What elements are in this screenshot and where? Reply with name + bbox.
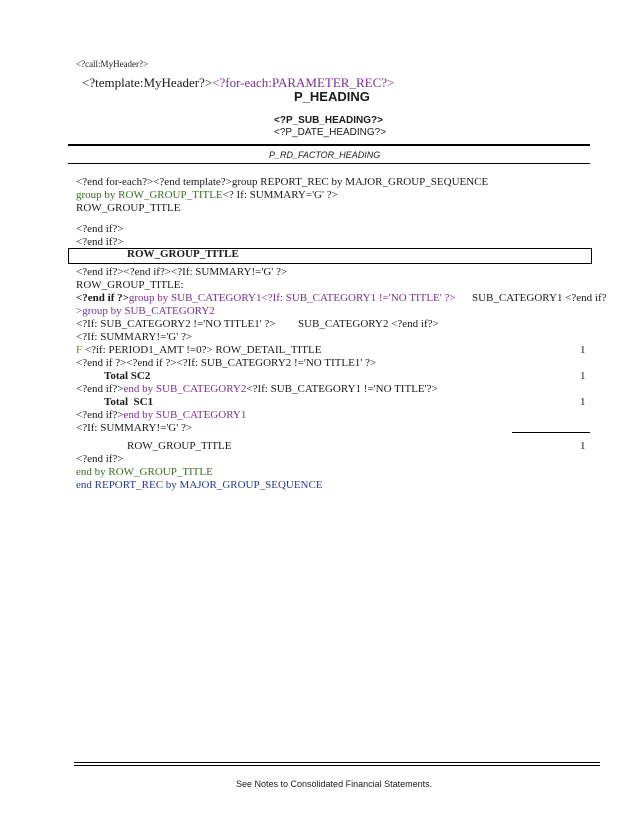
factor-divider bbox=[68, 163, 590, 164]
end-if-5: <?end if?> bbox=[76, 453, 124, 465]
row-group-title-box bbox=[68, 248, 592, 264]
line-group-sub-category1 bbox=[76, 292, 456, 304]
footer-note: See Notes to Consolidated Financial Statements. bbox=[236, 779, 433, 789]
heading-divider bbox=[68, 144, 590, 146]
total-sc1-amount: 1 bbox=[580, 396, 586, 408]
call-header-tag: <?call:MyHeader?> bbox=[76, 59, 149, 69]
end-if-3: <?end if?> bbox=[76, 383, 124, 395]
if-summary-not-g: <?If: SUMMARY!='G' ?> bbox=[76, 331, 193, 343]
end-by-row-group-title: end by ROW_GROUP_TITLE bbox=[76, 466, 213, 478]
row-group-title-colon: ROW_GROUP_TITLE: bbox=[76, 279, 184, 291]
group-by-sub-category2: >group by SUB_CATEGORY2 bbox=[76, 305, 215, 317]
page-heading: P_HEADING bbox=[294, 89, 370, 104]
row-detail-amount: 1 bbox=[580, 344, 586, 356]
row-group-title-text: ROW_GROUP_TITLE bbox=[76, 202, 181, 214]
line-end-by-sub-category1 bbox=[76, 409, 246, 421]
group-by-sub-category1: group by SUB_CATEGORY1<?If: SUB_CATEGORY1 !='NO TITLE' ?> bbox=[128, 292, 456, 304]
line-group-by-row bbox=[76, 189, 338, 201]
total-sc1-label: Total SC1 bbox=[104, 396, 154, 408]
line-end-if-sub-category2: <?end if ?><?end if ?><?If: SUB_CATEGORY2 !='NO TITLE1' ?> bbox=[76, 357, 377, 369]
total-underline bbox=[512, 432, 590, 433]
if-sub-category1: <?If: SUB_CATEGORY1 !='NO TITLE'?> bbox=[246, 383, 438, 395]
sub-category2-field: SUB_CATEGORY2 <?end if?> bbox=[298, 318, 439, 330]
if-summary-g: <? If: SUMMARY='G' ?> bbox=[222, 189, 338, 201]
sub-category1-field: SUB_CATEGORY1 <?end if? bbox=[472, 292, 607, 304]
end-by-sub-category2: end by SUB_CATEGORY2 bbox=[123, 383, 247, 395]
end-report-rec: end REPORT_REC by MAJOR_GROUP_SEQUENCE bbox=[76, 479, 323, 491]
factor-heading: P_RD_FACTOR_HEADING bbox=[269, 150, 381, 160]
row-group-title-box-label: ROW_GROUP_TITLE bbox=[127, 248, 239, 260]
if-period1-amt: <?if: PERIOD1_AMT !=0?> ROW_DETAIL_TITLE bbox=[82, 344, 322, 356]
date-heading: <?P_DATE_HEADING?> bbox=[274, 127, 387, 138]
line-end-by-sub-category2 bbox=[76, 383, 438, 395]
template-tag: <?template:MyHeader?> bbox=[82, 75, 213, 90]
row-group-title-total: ROW_GROUP_TITLE bbox=[127, 440, 232, 452]
footer-rule-top bbox=[74, 762, 600, 763]
line-row-detail bbox=[76, 344, 321, 356]
if-summary-not-g-2: <?If: SUMMARY!='G' ?> bbox=[76, 422, 193, 434]
sub-heading: <?P_SUB_HEADING?> bbox=[274, 115, 383, 126]
total-sc2-label: Total SC2 bbox=[104, 370, 151, 382]
line-end-foreach: <?end for-each?><?end template?>group REPORT_REC by MAJOR_GROUP_SEQUENCE bbox=[76, 176, 489, 188]
end-if-1: <?end if?> bbox=[76, 223, 124, 235]
line-end-if-summary: <?end if?><?end if?><?If: SUMMARY!='G' ?> bbox=[76, 266, 288, 278]
if-sub-category2: <?If: SUB_CATEGORY2 !='NO TITLE1' ?> bbox=[76, 318, 276, 330]
row-group-title-amount: 1 bbox=[580, 440, 586, 452]
end-if-2: <?end if?> bbox=[76, 236, 124, 248]
form-field-marker: F bbox=[76, 344, 83, 356]
for-each-tag: <?for-each:PARAMETER_REC?> bbox=[212, 75, 395, 90]
end-by-sub-category1: end by SUB_CATEGORY1 bbox=[123, 409, 247, 421]
end-if-4: <?end if?> bbox=[76, 409, 124, 421]
group-by-row-group-title: group by ROW_GROUP_TITLE bbox=[76, 189, 223, 201]
total-sc2-amount: 1 bbox=[580, 370, 586, 382]
end-if-bold: <?end if ?> bbox=[76, 292, 129, 304]
footer-rule-bottom bbox=[74, 765, 600, 766]
